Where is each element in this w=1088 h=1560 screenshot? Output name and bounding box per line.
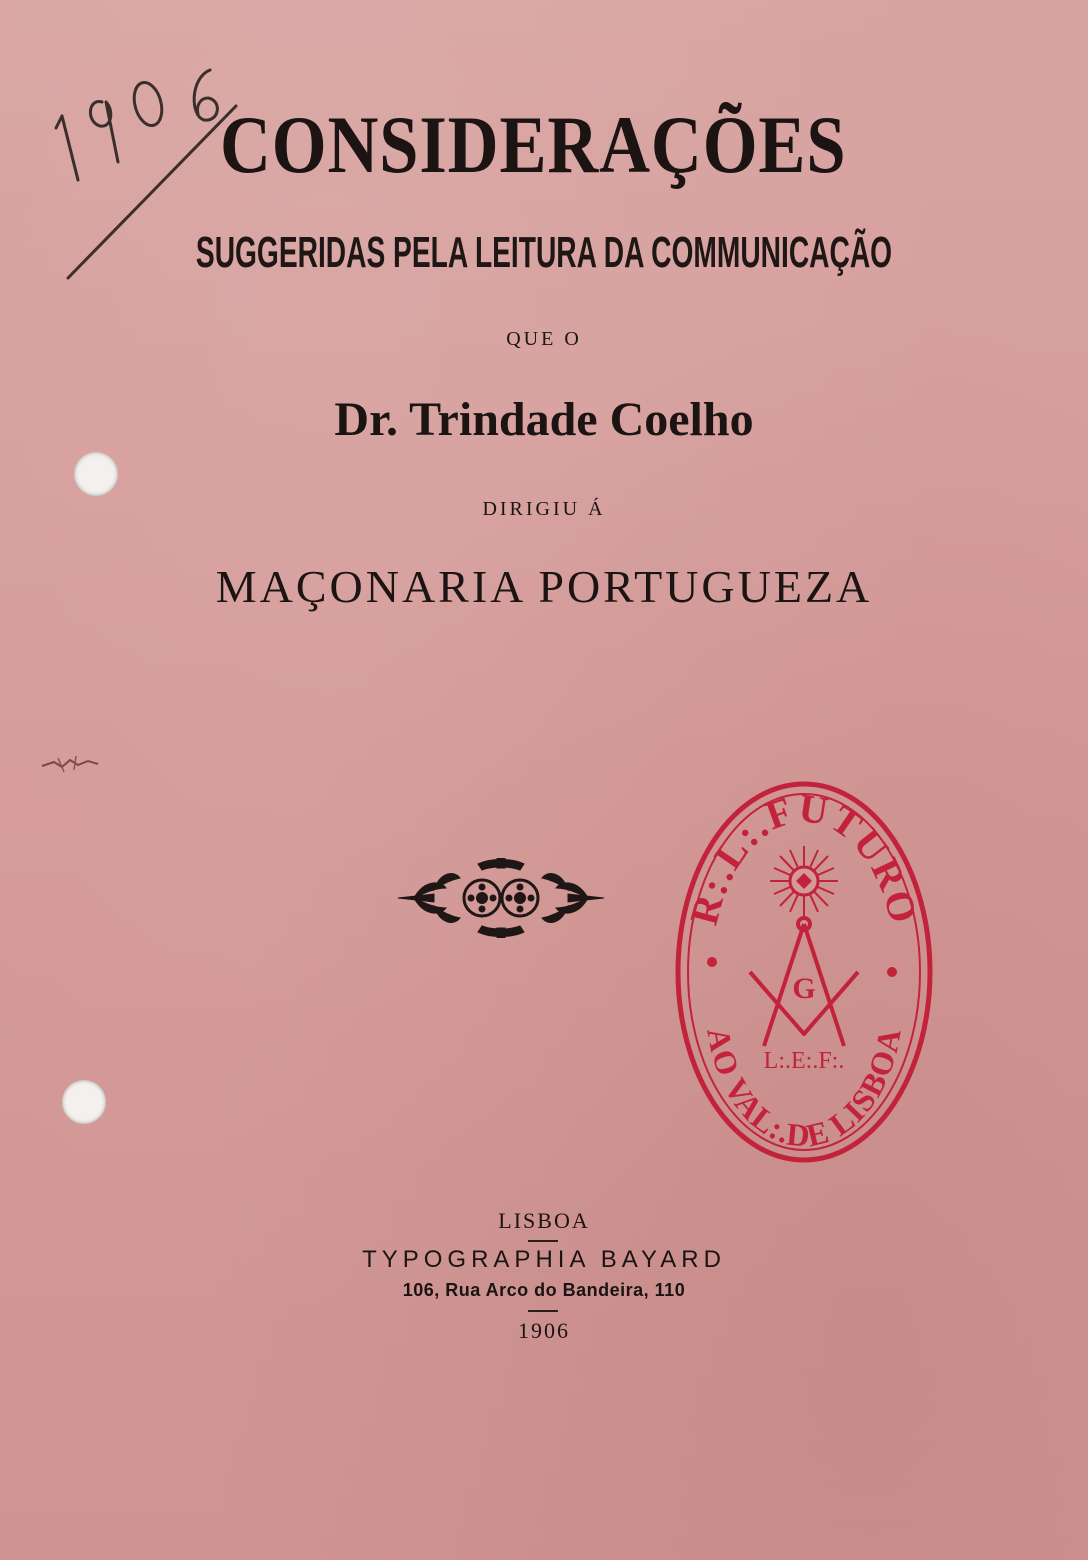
svg-text:R:.L:.FUTURO: R:.L:.FUTURO [680, 784, 928, 930]
imprint-rule [528, 1240, 558, 1242]
cover-title: CONSIDERAÇÕES [220, 99, 847, 190]
author-name: Dr. Trindade Coelho [334, 393, 754, 446]
svg-text:AO VAL:.DE LISBOA: AO VAL:.DE LISBOA [700, 1024, 908, 1154]
imprint-address: 106, Rua Arco do Bandeira, 110 [402, 1280, 686, 1300]
svg-text:G: G [792, 972, 816, 1005]
recipient-title: MAÇONARIA PORTUGUEZA [215, 561, 873, 612]
connector-dirigiu: DIRIGIU Á [482, 498, 606, 520]
connector-que-o: QUE O [506, 328, 582, 350]
imprint-rule [528, 1310, 558, 1312]
imprint-publisher: TYPOGRAPHIA BAYARD [362, 1246, 726, 1273]
punch-hole-top [74, 452, 118, 496]
printers-ornament [394, 858, 608, 938]
punch-hole-bottom [62, 1080, 106, 1124]
imprint-city: LISBOA [498, 1208, 590, 1233]
cover-subtitle: SUGGERIDAS PELA LEITURA DA COMMUNICAÇÃO [195, 228, 893, 277]
imprint-year: 1906 [518, 1318, 570, 1343]
lodge-stamp [672, 776, 936, 1168]
paper-tear-mark [40, 752, 100, 774]
svg-text:L:.E:.F:.: L:.E:.F:. [763, 1048, 845, 1074]
